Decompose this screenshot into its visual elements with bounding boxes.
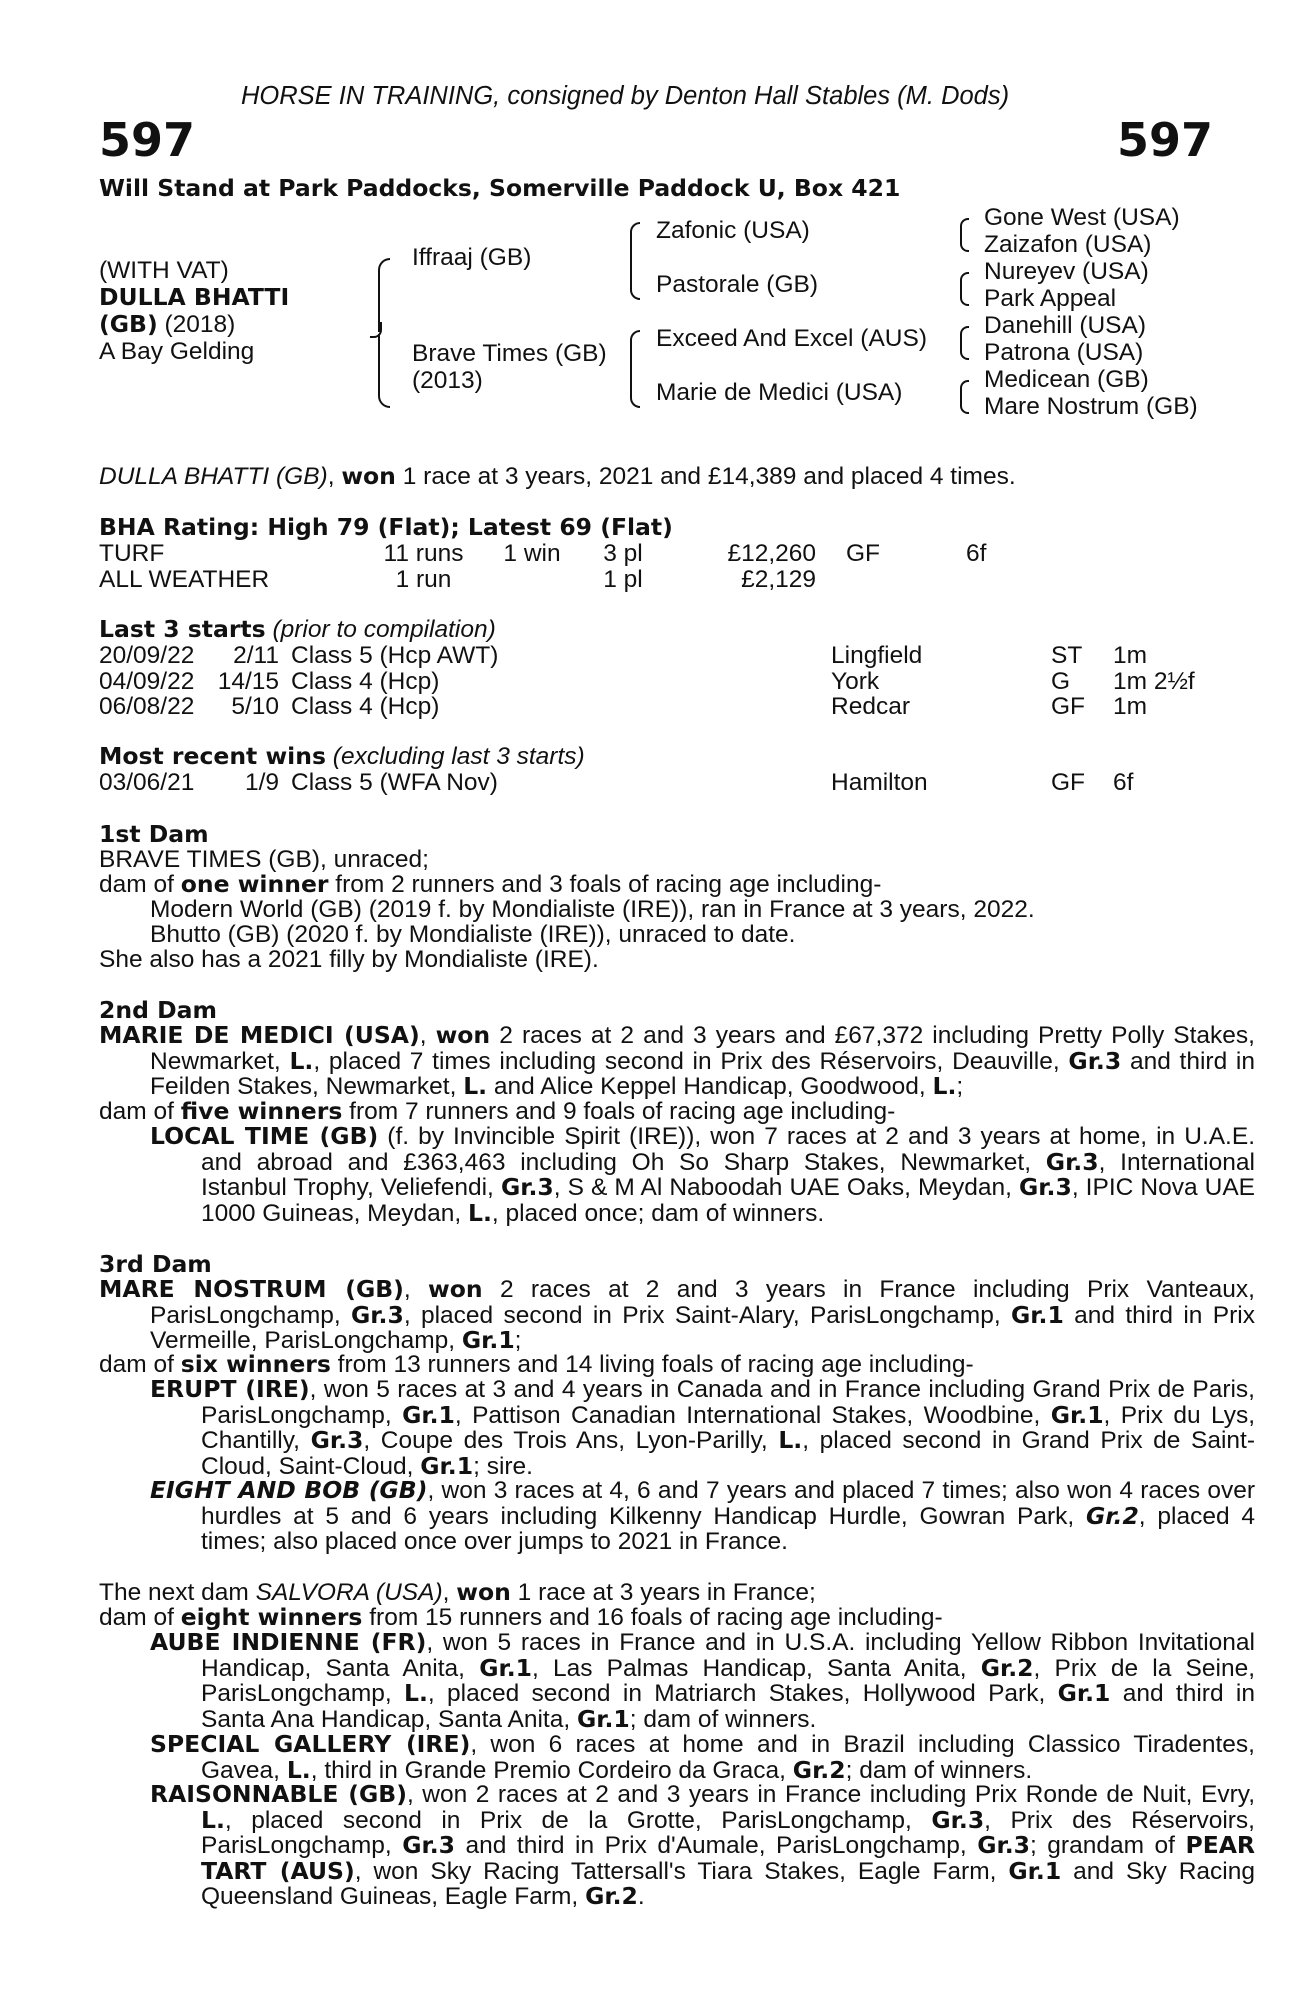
grade-badge: Gr.3 bbox=[1019, 1173, 1072, 1201]
dam-sire-name: Exceed And Excel (AUS) bbox=[656, 325, 927, 352]
damof-tail: from 7 runners and 9 foals of racing age including- bbox=[349, 1098, 896, 1125]
dam-name: Brave Times (GB) bbox=[412, 340, 607, 367]
next-dam-progeny-3 bbox=[150, 1782, 1255, 1910]
start-distance: 1m bbox=[1113, 642, 1148, 669]
last3-heading bbox=[99, 617, 496, 643]
winners-count: eight winners bbox=[180, 1603, 363, 1631]
second-dam-text: , placed 7 times including second in Prix des Réservoirs, Deauville, bbox=[313, 1047, 1060, 1075]
win-position: 1/9 bbox=[244, 769, 279, 796]
recent-wins-heading bbox=[99, 744, 585, 770]
start-date: 20/09/22 bbox=[99, 642, 195, 669]
rating-surface: TURF bbox=[99, 540, 165, 567]
grandprogeny-name: PEAR TART (AUS) bbox=[201, 1831, 1256, 1885]
progeny-text: , S & M Al Naboodah UAE Oaks, Meydan, bbox=[553, 1174, 1012, 1201]
progeny-text: , Las Palmas Handicap, Santa Anita, bbox=[532, 1654, 967, 1682]
first-dam-damof: dam of bbox=[99, 871, 174, 898]
progeny-text: , won 5 races at 3 and 4 years in Canada and in France including Grand Prix de Paris, ParisLongchamp, bbox=[201, 1376, 1255, 1429]
listed-badge: L. bbox=[467, 1198, 492, 1227]
second-dam-won: won bbox=[435, 1021, 491, 1049]
grade-badge: Gr.3 bbox=[500, 1173, 554, 1201]
progeny-text: , placed second in Matriarch Stakes, Hollywood Park, bbox=[427, 1680, 1046, 1707]
recent-wins-table bbox=[99, 770, 1133, 796]
damof-label: dam of bbox=[99, 1604, 174, 1631]
grade-badge: Gr.1 bbox=[1050, 1400, 1104, 1429]
summary-won: won bbox=[341, 462, 396, 490]
start-race: Class 4 (Hcp) bbox=[291, 667, 440, 695]
vat-note: (WITH VAT) bbox=[99, 257, 229, 284]
progeny-text: , placed second in Prix de la Grotte, ParisLongchamp, bbox=[224, 1806, 912, 1834]
race-summary bbox=[99, 464, 1016, 490]
start-distance: 1m 2½f bbox=[1113, 667, 1195, 695]
grade-badge: Gr.3 bbox=[402, 1831, 455, 1859]
winners-count: six winners bbox=[180, 1350, 331, 1378]
grade-badge: Gr.3 bbox=[977, 1831, 1030, 1859]
progeny-text: , IPIC Nova UAE 1000 Guineas, Meydan, bbox=[201, 1174, 1256, 1227]
start-row bbox=[99, 694, 1195, 720]
progeny-text: . bbox=[637, 1883, 645, 1910]
listed-badge: L. bbox=[463, 1072, 488, 1100]
listed-badge: L. bbox=[289, 1046, 314, 1075]
progeny-text: , Pattison Canadian International Stakes, Woodbine, bbox=[454, 1401, 1041, 1429]
next-dam-progeny-1 bbox=[150, 1630, 1255, 1732]
grade-badge: Gr.2 bbox=[980, 1653, 1034, 1682]
progeny-text: , won Sky Racing Tattersall's Tiara Stakes, Eagle Farm, bbox=[354, 1857, 997, 1885]
stabling-info: Will Stand at Park Paddocks, Somerville Paddock U, Box 421 bbox=[99, 174, 901, 202]
pedigree-brace-sire bbox=[630, 222, 640, 300]
start-going: ST bbox=[1051, 642, 1083, 669]
start-distance: 1m bbox=[1113, 693, 1148, 720]
pedigree-gen3-4: Park Appeal bbox=[984, 285, 1117, 312]
start-race: Class 5 (Hcp AWT) bbox=[291, 642, 499, 669]
grade-badge: Gr.1 bbox=[402, 1400, 455, 1429]
sire-name: Iffraaj (GB) bbox=[412, 244, 532, 271]
first-dam-progeny-1: Modern World (GB) (2019 f. by Mondialiste (IRE)), ran in France at 3 years, 2022. bbox=[150, 896, 1035, 923]
progeny-text: ; dam of winners. bbox=[629, 1705, 817, 1733]
third-dam-text: ; bbox=[514, 1327, 522, 1354]
progeny-text: , won 5 races in France and in U.S.A. including Yellow Ribbon Invitational Handicap, Santa Anita, bbox=[201, 1629, 1256, 1682]
grade-badge: Gr.1 bbox=[1008, 1856, 1062, 1885]
third-dam-heading: 3rd Dam bbox=[99, 1250, 212, 1278]
pedigree-brace-g34 bbox=[960, 272, 969, 306]
horse-name: DULLA BHATTI bbox=[99, 283, 290, 311]
horse-country: (GB) bbox=[99, 310, 158, 338]
grade-badge: Gr.2 bbox=[585, 1882, 638, 1910]
progeny-text: , won 2 races at 2 and 3 years in France including Prix Ronde de Nuit, Evry, bbox=[406, 1781, 1255, 1808]
third-dam-progeny-1 bbox=[150, 1377, 1255, 1479]
last3-title: Last 3 starts bbox=[99, 615, 266, 643]
summary-text: 1 race at 3 years, 2021 and £14,389 and placed 4 times. bbox=[402, 463, 1016, 490]
rating-going: GF bbox=[846, 540, 881, 567]
progeny-text: , placed second in Grand Prix de Saint-Cloud, Saint-Cloud, bbox=[201, 1427, 1256, 1480]
second-dam-record: MARIE DE MEDICI (USA), won 2 races at 2 and 3 years and £67,372 including Pretty Polly Stakes, Newmarket, L., placed 7 times including second in Prix des Réservoirs, Deauville, Gr.3 and third in Feilden Stakes, Newmarket, L. and Alice Keppel Handicap, Goodwood, L.; bbox=[99, 1021, 1256, 1100]
rating-row bbox=[99, 541, 986, 567]
third-dam-text: , placed second in Prix Saint-Alary, ParisLongchamp, bbox=[403, 1301, 1001, 1329]
second-dam-damof bbox=[99, 1099, 895, 1125]
next-dam-sep: , bbox=[442, 1579, 450, 1606]
win-course: Hamilton bbox=[831, 769, 928, 796]
win-race: Class 5 (WFA Nov) bbox=[291, 769, 498, 796]
pedigree-gen3-8: Mare Nostrum (GB) bbox=[984, 393, 1198, 420]
grade-badge: Gr.1 bbox=[479, 1653, 532, 1682]
horse-description: A Bay Gelding bbox=[99, 338, 255, 365]
progeny-text: , Prix du Lys, Chantilly, bbox=[201, 1401, 1256, 1454]
start-row bbox=[99, 669, 1195, 695]
listed-badge: L. bbox=[778, 1426, 803, 1454]
start-position: 5/10 bbox=[231, 693, 279, 720]
rating-runs: 1 run bbox=[395, 565, 452, 593]
grade-badge: Gr.1 bbox=[461, 1326, 515, 1354]
start-row bbox=[99, 643, 1195, 669]
rating-table bbox=[99, 541, 986, 592]
rating-row bbox=[99, 567, 986, 593]
horse-country-year bbox=[99, 312, 235, 338]
second-dam-text: ; bbox=[956, 1073, 964, 1100]
first-dam-l1: BRAVE TIMES (GB), unraced; bbox=[99, 846, 429, 873]
pedigree-gen3-1: Gone West (USA) bbox=[984, 204, 1180, 231]
dam-year: (2013) bbox=[412, 367, 483, 394]
lot-number-right: 597 bbox=[1117, 113, 1214, 167]
rating-earnings: £12,260 bbox=[727, 540, 816, 567]
progeny-text: , won 6 races at home and in Brazil including Classico Tiradentes, Gavea, bbox=[201, 1731, 1255, 1784]
progeny-text: , placed 4 times; also placed once over jumps to 2021 in France. bbox=[201, 1502, 1255, 1555]
second-dam-heading: 2nd Dam bbox=[99, 996, 217, 1024]
progeny-text: , Coupe des Trois Ans, Lyon-Parilly, bbox=[363, 1427, 768, 1454]
rating-earnings: £2,129 bbox=[741, 565, 816, 593]
pedigree-gen3-2: Zaizafon (USA) bbox=[984, 231, 1152, 258]
win-going: GF bbox=[1051, 769, 1086, 796]
rating-placed: 1 pl bbox=[603, 565, 643, 593]
grade-badge: Gr.3 bbox=[310, 1426, 364, 1454]
progeny-text: , Prix de la Seine, ParisLongchamp, bbox=[201, 1654, 1255, 1707]
rating-going bbox=[816, 567, 966, 593]
first-dam-progeny-2: Bhutto (GB) (2020 f. by Mondialiste (IRE)), unraced to date. bbox=[150, 921, 796, 948]
pedigree-brace-main-lower bbox=[378, 334, 390, 408]
damof-label: dam of bbox=[99, 1351, 174, 1378]
winners-count: five winners bbox=[180, 1097, 343, 1125]
grade-badge: Gr.1 bbox=[420, 1451, 474, 1480]
grade-badge: Gr.2 bbox=[792, 1755, 846, 1784]
recent-note: (excluding last 3 starts) bbox=[332, 743, 585, 770]
summary-sep: , bbox=[327, 463, 335, 490]
next-dam-text: 1 race at 3 years in France; bbox=[517, 1579, 816, 1606]
second-dam-progeny bbox=[150, 1124, 1255, 1226]
progeny-text: ; grandam of bbox=[1030, 1832, 1175, 1859]
pedigree-gen3-3: Nureyev (USA) bbox=[984, 258, 1149, 285]
pedigree-brace-g12 bbox=[960, 218, 969, 252]
progeny-name: ERUPT (IRE) bbox=[150, 1375, 310, 1403]
sire-dam-name: Pastorale (GB) bbox=[656, 271, 819, 298]
first-dam-note: She also has a 2021 filly by Mondialiste (IRE). bbox=[99, 946, 599, 973]
damof-tail: from 13 runners and 14 living foals of racing age including- bbox=[337, 1351, 974, 1378]
progeny-text: (f. by Invincible Spirit (IRE)), won 7 races at 2 and 3 years at home, in U.A.E. and abroad and £363,463 including Oh So Sharp Stakes, Newmarket, bbox=[201, 1123, 1256, 1176]
progeny-text: and third in Santa Ana Handicap, Santa Anita, bbox=[201, 1680, 1255, 1733]
next-dam-name: SALVORA (USA) bbox=[255, 1579, 443, 1606]
pedigree-brace-main bbox=[378, 258, 390, 332]
grade-badge: Gr.1 bbox=[1057, 1679, 1111, 1707]
progeny-name: EIGHT AND BOB (GB) bbox=[150, 1476, 428, 1504]
rating-wins: 1 win bbox=[503, 540, 561, 567]
pedigree-gen3-7: Medicean (GB) bbox=[984, 366, 1149, 393]
start-going: GF bbox=[1051, 693, 1086, 720]
grade-badge: Gr.3 bbox=[351, 1300, 404, 1329]
second-dam-text: and third in Feilden Stakes, Newmarket, bbox=[150, 1047, 1256, 1100]
progeny-name: RAISONNABLE (GB) bbox=[150, 1780, 407, 1808]
consignment-line: HORSE IN TRAINING, consigned by Denton Hall Stables (M. Dods) bbox=[241, 82, 1010, 110]
listed-badge: L. bbox=[286, 1755, 311, 1784]
first-dam-heading: 1st Dam bbox=[99, 820, 209, 848]
lot-number-left: 597 bbox=[99, 113, 196, 167]
start-position: 14/15 bbox=[217, 667, 279, 695]
next-dam-line bbox=[99, 1580, 816, 1606]
rating-surface: ALL WEATHER bbox=[99, 565, 270, 593]
start-date: 04/09/22 bbox=[99, 667, 195, 695]
start-going: G bbox=[1051, 667, 1071, 695]
third-dam-damof bbox=[99, 1352, 974, 1378]
second-dam-name: MARIE DE MEDICI (USA) bbox=[99, 1021, 420, 1049]
rating-heading: BHA Rating: High 79 (Flat); Latest 69 (Flat) bbox=[99, 513, 673, 541]
progeny-text: and Sky Racing Queensland Guineas, Eagle Farm, bbox=[201, 1857, 1255, 1910]
summary-horse-name: DULLA BHATTI (GB) bbox=[99, 463, 328, 490]
progeny-text: , International Istanbul Trophy, Veliefendi, bbox=[201, 1148, 1255, 1201]
progeny-text: , placed once; dam of winners. bbox=[491, 1199, 825, 1227]
third-dam-won: won bbox=[428, 1275, 483, 1303]
progeny-text: , third in Grande Premio Cordeiro da Graca, bbox=[310, 1756, 786, 1784]
next-dam-damof bbox=[99, 1605, 943, 1631]
second-dam-text: and Alice Keppel Handicap, Goodwood, bbox=[493, 1073, 926, 1100]
rating-distance bbox=[966, 567, 986, 593]
second-dam-text: 2 races at 2 and 3 years and £67,372 including Pretty Polly Stakes, Newmarket, bbox=[150, 1022, 1255, 1075]
start-position: 2/11 bbox=[233, 642, 279, 669]
pedigree-brace-g78 bbox=[960, 380, 969, 414]
next-dam-lead: The next dam bbox=[99, 1579, 249, 1606]
next-dam-won: won bbox=[456, 1578, 511, 1606]
third-dam-text: and third in Prix Vermeille, ParisLongchamp, bbox=[150, 1301, 1255, 1354]
progeny-name: SPECIAL GALLERY (IRE) bbox=[150, 1730, 471, 1758]
grade-badge: Gr.1 bbox=[576, 1704, 630, 1733]
third-dam-progeny-2 bbox=[150, 1478, 1255, 1555]
listed-badge: L. bbox=[404, 1679, 428, 1707]
first-dam-l2 bbox=[99, 872, 881, 898]
grade-badge: Gr.2 bbox=[1085, 1501, 1139, 1530]
pedigree-brace-dam bbox=[630, 330, 640, 408]
pedigree-brace-g56 bbox=[960, 326, 969, 360]
last3-note: (prior to compilation) bbox=[272, 616, 496, 643]
grade-badge: Gr.3 bbox=[1045, 1147, 1099, 1176]
progeny-text: and third in Prix d'Aumale, ParisLongchamp, bbox=[465, 1832, 967, 1859]
win-distance: 6f bbox=[1113, 769, 1134, 796]
third-dam-record: MARE NOSTRUM (GB), won 2 races at 2 and 3 years in France including Prix Vanteaux, ParisLongchamp, Gr.3, placed second in Prix Saint-Alary, ParisLongchamp, Gr.1 and third in Prix Vermeille, ParisLongchamp, Gr.1; bbox=[99, 1275, 1255, 1354]
next-dam-progeny-2 bbox=[150, 1732, 1255, 1783]
listed-badge: L. bbox=[201, 1805, 225, 1834]
last3-table bbox=[99, 643, 1195, 720]
dam-dam-name: Marie de Medici (USA) bbox=[656, 379, 903, 406]
damof-tail: from 15 runners and 16 foals of racing age including- bbox=[369, 1604, 943, 1631]
start-race: Class 4 (Hcp) bbox=[291, 693, 440, 720]
sire-sire-name: Zafonic (USA) bbox=[656, 217, 810, 244]
rating-runs: 11 runs bbox=[383, 540, 464, 567]
grade-badge: Gr.3 bbox=[931, 1805, 985, 1834]
progeny-text: , Prix des Réservoirs, ParisLongchamp, bbox=[201, 1806, 1255, 1859]
first-dam-winners: one winner bbox=[180, 870, 329, 898]
recent-title: Most recent wins bbox=[99, 742, 326, 770]
rating-distance: 6f bbox=[966, 540, 987, 567]
start-course: Lingfield bbox=[831, 642, 923, 669]
grade-badge: Gr.1 bbox=[1010, 1300, 1064, 1329]
start-date: 06/08/22 bbox=[99, 693, 195, 720]
start-course: Redcar bbox=[831, 693, 910, 720]
horse-year: (2018) bbox=[164, 311, 236, 338]
grade-badge: Gr.3 bbox=[1068, 1046, 1122, 1075]
third-dam-name: MARE NOSTRUM (GB) bbox=[99, 1275, 404, 1303]
progeny-text: ; sire. bbox=[473, 1452, 533, 1480]
progeny-text: ; dam of winners. bbox=[845, 1756, 1033, 1784]
win-row bbox=[99, 770, 1133, 796]
start-course: York bbox=[831, 667, 880, 695]
listed-badge: L. bbox=[932, 1072, 957, 1100]
first-dam-tail: from 2 runners and 3 foals of racing age including- bbox=[335, 871, 882, 898]
damof-label: dam of bbox=[99, 1098, 174, 1125]
rating-wins bbox=[486, 567, 578, 593]
pedigree-gen3-5: Danehill (USA) bbox=[984, 312, 1147, 339]
win-date: 03/06/21 bbox=[99, 769, 195, 796]
third-dam-text: 2 races at 2 and 3 years in France including Prix Vanteaux, ParisLongchamp, bbox=[150, 1276, 1255, 1329]
rating-placed: 3 pl bbox=[603, 540, 643, 567]
progeny-name: AUBE INDIENNE (FR) bbox=[150, 1628, 427, 1656]
progeny-text: , won 3 races at 4, 6 and 7 years and placed 7 times; also won 4 races over hurdles at 5 and 6 years including Kilkenny Handicap Hurdle, Gowran Park, bbox=[201, 1477, 1256, 1530]
progeny-name: LOCAL TIME (GB) bbox=[150, 1122, 379, 1150]
pedigree-gen3-6: Patrona (USA) bbox=[984, 339, 1144, 366]
